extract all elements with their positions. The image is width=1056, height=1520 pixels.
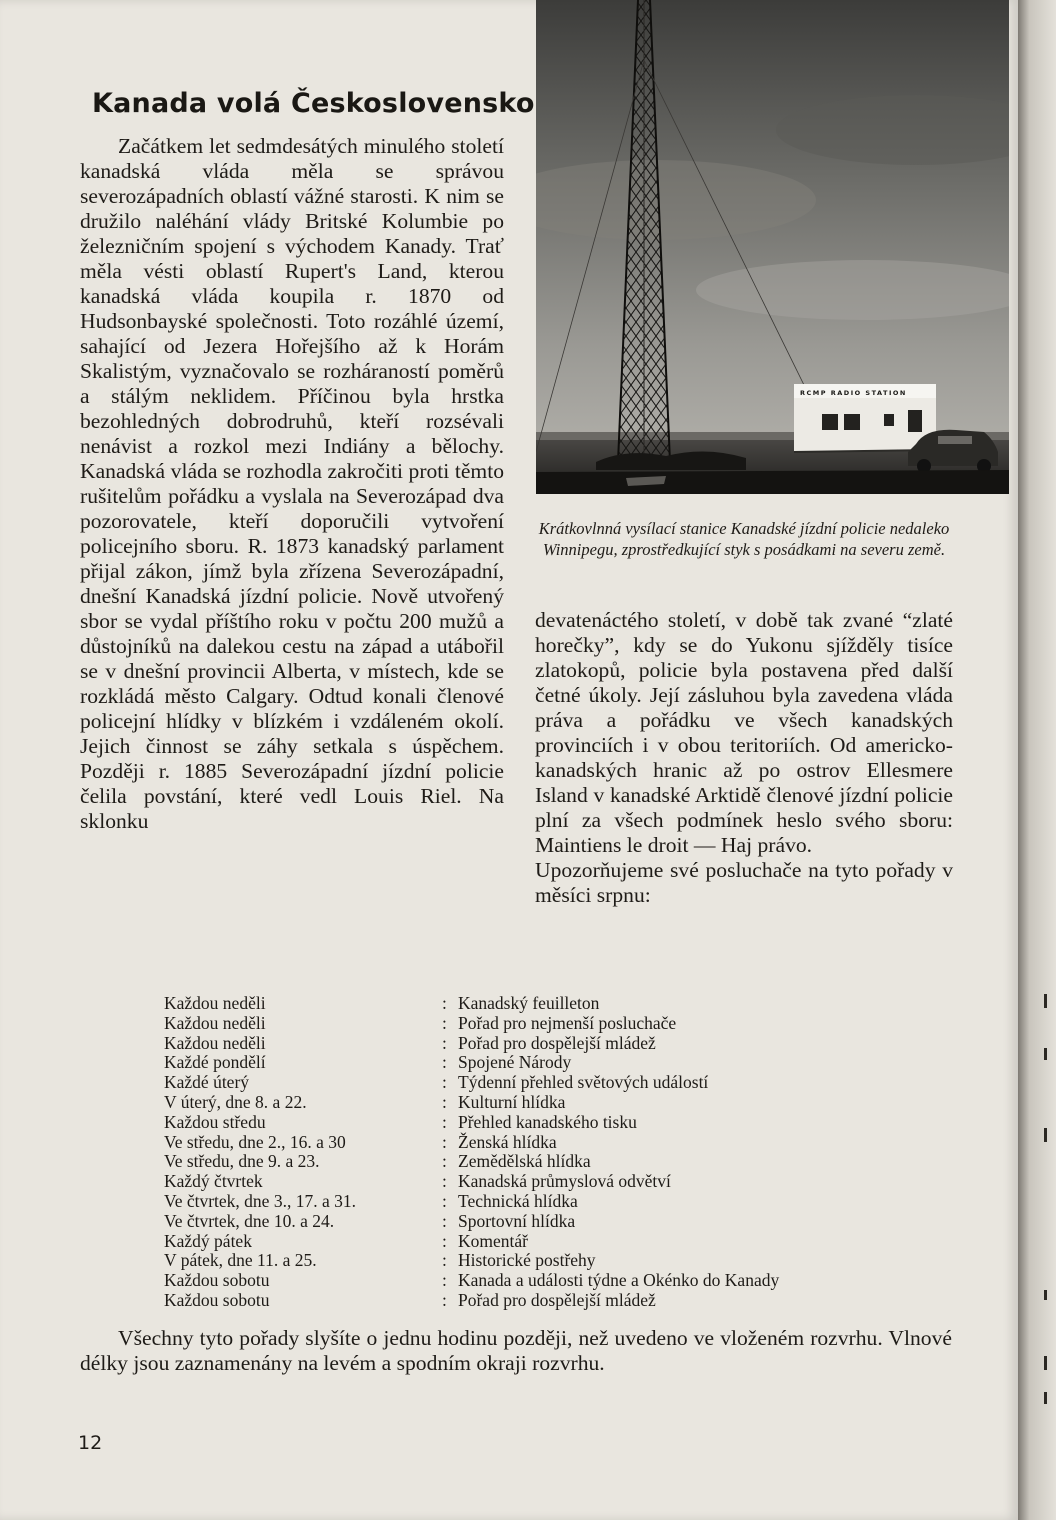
article-paragraph: devatenáctého století, v době tak zvané “zlaté horečky”, kdy se do Yukonu sjížděly tisíce zlatokopů, policie byla postavena před další četné úkoly. Její zásluhou byla zavedena vláda práva a pořádku ve všech kanadských provinciích i v obou teritoriích. Od americko-kanadských hranic až po ostrov Ellesmere Island v kanadské Arktidě členové jízdní policie plní za všech podmínek heslo svého sboru: Maintiens le droit — Haj právo. — [535, 608, 953, 857]
schedule-day: Ve čtvrtek, dne 10. a 24. — [164, 1210, 335, 1231]
schedule-row — [164, 1271, 964, 1291]
schedule-row — [164, 1113, 964, 1133]
schedule-row — [164, 1152, 964, 1172]
schedule-colon: : — [442, 1012, 447, 1033]
schedule-row — [164, 1073, 964, 1093]
schedule-colon: : — [442, 1151, 447, 1172]
schedule-colon: : — [442, 1052, 447, 1073]
schedule-program: Historické postřehy — [458, 1250, 596, 1271]
schedule-colon: : — [442, 1250, 447, 1271]
facing-page-text-fragments — [1044, 0, 1056, 1520]
schedule-program: Zemědělská hlídka — [458, 1151, 591, 1172]
page-number: 12 — [78, 1432, 103, 1454]
schedule-day: V úterý, dne 8. a 22. — [164, 1091, 307, 1112]
schedule-program: Pořad pro nejmenší posluchače — [458, 1012, 677, 1033]
schedule-program: Kanadský feuilleton — [458, 993, 600, 1013]
station-sign: RCMP RADIO STATION — [800, 389, 907, 397]
schedule-colon: : — [442, 1111, 447, 1132]
article-paragraph-announcement: Upozorňujeme své posluchače na tyto pořady v měsíci srpnu: — [535, 858, 953, 907]
schedule-program: Kanadská průmyslová odvětví — [458, 1171, 671, 1192]
schedule-colon: : — [442, 1072, 447, 1093]
footer-note: Všechny tyto pořady slyšíte o jednu hodinu později, než uvedeno ve vloženém rozvrhu. Vlnové délky jsou zaznamenány na levém a spodním okraji rozvrhu. — [80, 1326, 952, 1375]
schedule-row — [164, 1093, 964, 1113]
article-title: Kanada volá Československo — [92, 88, 535, 119]
schedule-day: Každou sobotu — [164, 1270, 270, 1291]
schedule-row — [164, 1053, 964, 1073]
schedule-day: Každý čtvrtek — [164, 1171, 263, 1192]
schedule-row — [164, 1034, 964, 1054]
schedule-day: Každou sobotu — [164, 1289, 270, 1310]
schedule-program: Přehled kanadského tisku — [458, 1111, 637, 1132]
schedule-colon: : — [442, 1210, 447, 1231]
schedule-program: Spojené Národy — [458, 1052, 572, 1073]
schedule-row — [164, 994, 964, 1014]
schedule-program: Kulturní hlídka — [458, 1091, 566, 1112]
schedule-day: Každou neděli — [164, 993, 266, 1013]
schedule-program: Komentář — [458, 1230, 528, 1251]
schedule-day: Ve středu, dne 2., 16. a 30 — [164, 1131, 346, 1152]
schedule-day: Každou neděli — [164, 1032, 266, 1053]
schedule-colon: : — [442, 1032, 447, 1053]
schedule-program: Pořad pro dospělejší mládež — [458, 1032, 656, 1053]
schedule-row — [164, 1232, 964, 1252]
schedule-day: Každý pátek — [164, 1230, 252, 1251]
schedule-row — [164, 1251, 964, 1271]
program-schedule — [164, 994, 964, 1311]
schedule-day: Každou neděli — [164, 1012, 266, 1033]
schedule-row — [164, 1192, 964, 1212]
schedule-program: Technická hlídka — [458, 1190, 578, 1211]
schedule-row — [164, 1133, 964, 1153]
schedule-day: V pátek, dne 11. a 25. — [164, 1250, 317, 1271]
schedule-row — [164, 1014, 964, 1034]
article-column-right — [535, 608, 953, 908]
schedule-colon: : — [442, 1289, 447, 1310]
article-column-left: Začátkem let sedmdesátých minulého století kanadská vláda měla se správou severozápadních oblastí vážné starosti. K nim se družilo naléhání vlády Britské Kolumbie po železničním spojení s východem Kanady. Trať měla vésti oblastí Rupert's Land, kterou kanadská vláda koupila r. 1870 od Hudsonbayské společnosti. Toto rozáhlé území, sahající od Jezera Hořejšího až k Horám Skalistým, vyznačovalo se rozháraností poměrů a stálým neklidem. Příčinou byla hrstka bezohledných dobrodruhů, kteří rozsévali nenávist a rozkol mezi Indiány a bělochy. Kanadská vláda se rozhodla zakročiti proti těmto rušitelům pořádku a vyslala na Severozápad dva pozorovatele, kteří doporučili vytvoření policejního sboru. R. 1873 kanadský parlament přijal zákon, jímž byla zřízena Severozápadní, dnešní Kanadská jízdní policie. Nově utvořený sbor se vydal příštího roku v počtu 200 mužů a důstojníků na dalekou cestu na západ a utábořil se v dnešní provincii Alberta, v místech, kde se rozkládá město Calgary. Odtud konali členové policejní hlídky v blízkém i vzdáleném okolí. Jejich činnost se záhy setkala s úspěchem. Později r. 1885 Severozápadní jízdní policie čelila povstání, které vedl Louis Riel. Na sklonku — [80, 134, 504, 833]
photo-caption: Krátkovlnná vysílací stanice Kanadské jízdní policie nedaleko Winnipegu, zprostředkující styk s posádkami na severu země. — [538, 519, 950, 559]
schedule-colon: : — [442, 1190, 447, 1211]
schedule-program: Sportovní hlídka — [458, 1210, 576, 1231]
schedule-day: Každé úterý — [164, 1072, 250, 1093]
schedule-program: Ženská hlídka — [458, 1131, 557, 1152]
schedule-row — [164, 1172, 964, 1192]
radio-station-photo — [536, 0, 1009, 494]
schedule-program: Týdenní přehled světových událostí — [458, 1072, 709, 1093]
schedule-day: Ve středu, dne 9. a 23. — [164, 1151, 320, 1172]
schedule-program: Pořad pro dospělejší mládež — [458, 1289, 656, 1310]
schedule-colon: : — [442, 1171, 447, 1192]
schedule-colon: : — [442, 1270, 447, 1291]
schedule-colon: : — [442, 1091, 447, 1112]
schedule-program: Kanada a události týdne a Okénko do Kanady — [458, 1270, 780, 1291]
schedule-row — [164, 1291, 964, 1311]
schedule-day: Každé pondělí — [164, 1052, 266, 1073]
schedule-colon: : — [442, 993, 447, 1013]
schedule-day: Každou středu — [164, 1111, 266, 1132]
schedule-row — [164, 1212, 964, 1232]
schedule-day: Ve čtvrtek, dne 3., 17. a 31. — [164, 1190, 356, 1211]
schedule-colon: : — [442, 1230, 447, 1251]
schedule-colon: : — [442, 1131, 447, 1152]
